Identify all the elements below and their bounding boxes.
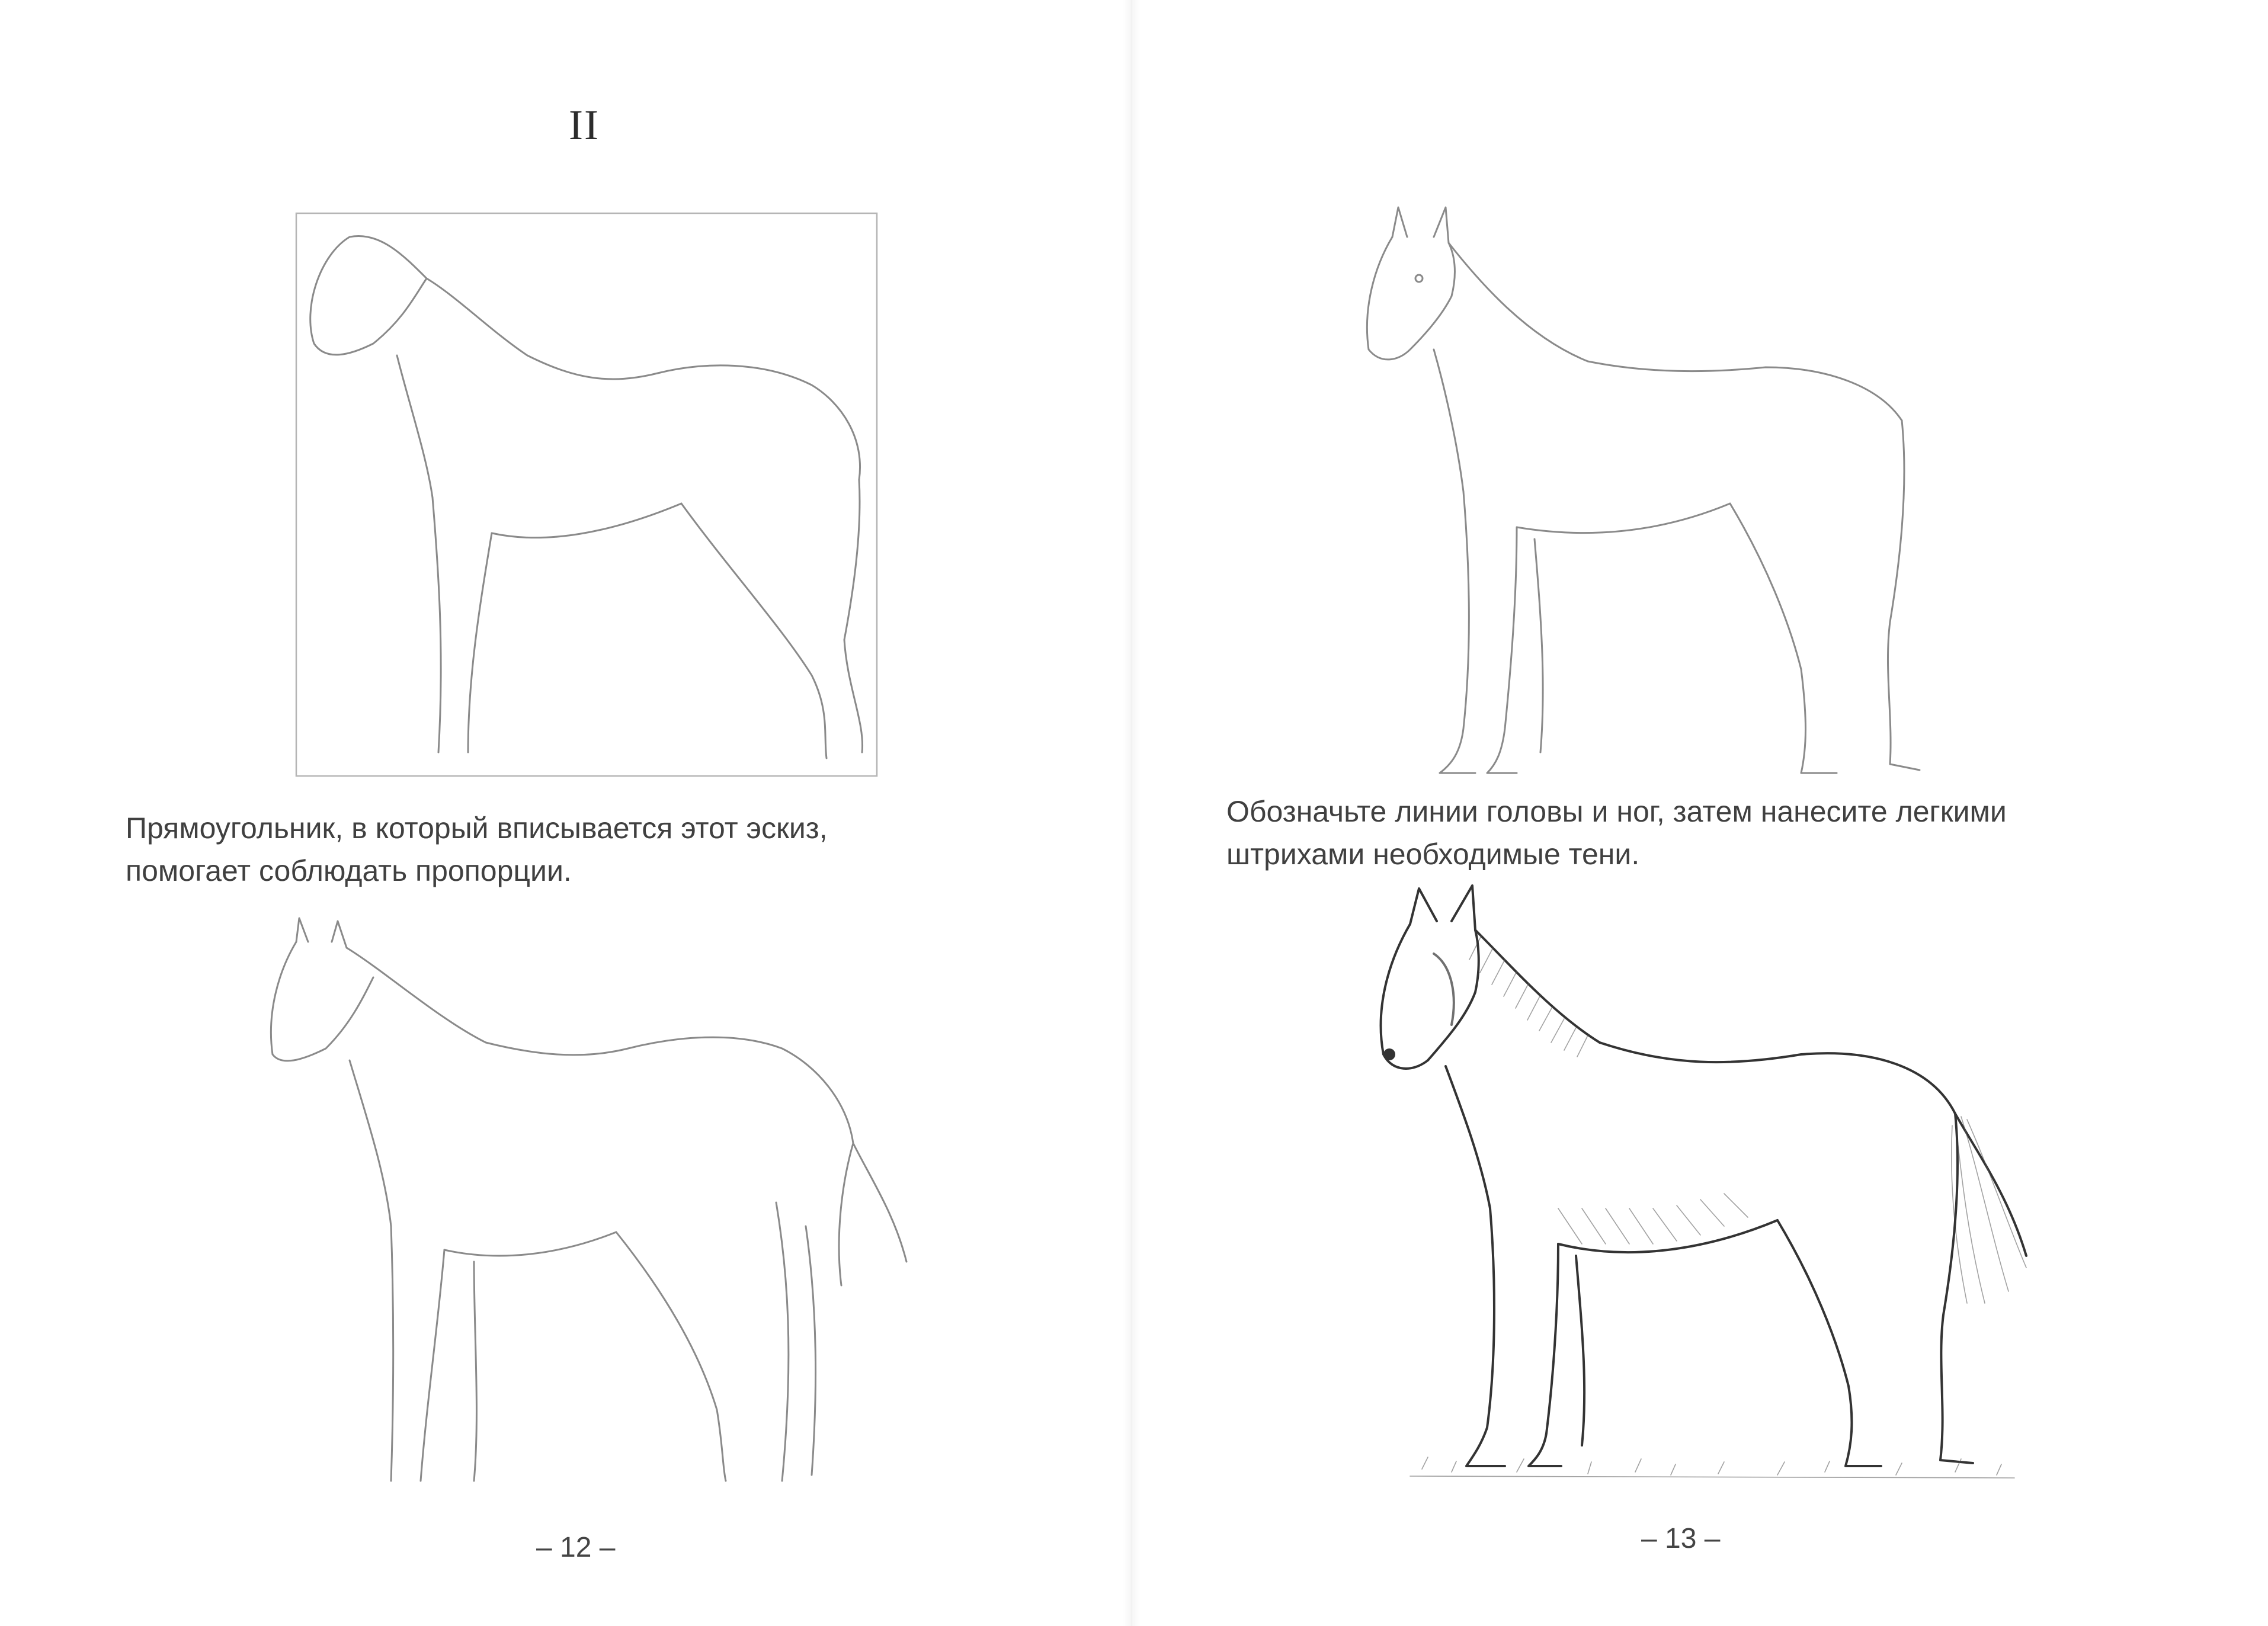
caption-right-line-2: штрихами необходимые тени. <box>1226 838 1640 871</box>
horse-sketch-in-rectangle <box>278 201 906 788</box>
horse-sketch-head-legs <box>1339 195 1943 788</box>
section-mark: II <box>569 101 600 149</box>
caption-right-line-1: Обозначьте линии головы и ног, затем нанесите легкими <box>1226 795 2007 828</box>
right-page <box>1132 0 2268 1626</box>
caption-left-line-1: Прямоугольник, в который вписывается этот эскиз, <box>126 812 828 845</box>
horse-shaded-drawing <box>1363 877 2038 1493</box>
caption-left-line-2: помогает соблюдать пропорции. <box>126 854 572 887</box>
page-number-right: – 13 – <box>1641 1523 1721 1554</box>
caption-right <box>1226 790 2007 875</box>
caption-left <box>126 807 828 892</box>
left-page <box>0 0 1132 1626</box>
horse-sketch-outline <box>249 906 918 1499</box>
page-number-left: – 12 – <box>536 1532 616 1563</box>
